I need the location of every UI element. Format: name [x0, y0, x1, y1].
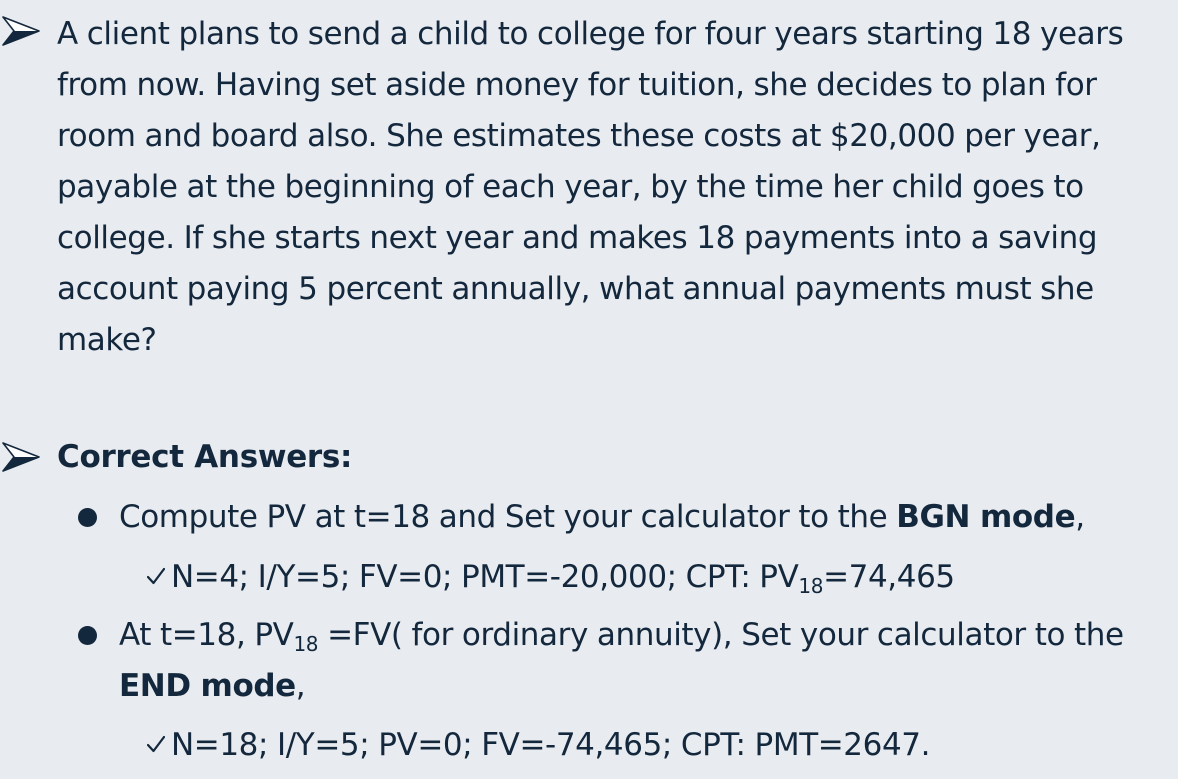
- step2-mode-after: ,: [295, 668, 306, 704]
- step2-calc: [147, 723, 930, 767]
- step2-text-after: =FV( for ordinary annuity), Set your calculator to the: [318, 617, 1124, 653]
- step1-bullet-icon: [78, 508, 97, 527]
- step2-mode-line: [119, 664, 305, 708]
- checkmark-icon: [147, 735, 165, 753]
- step2-text-before: At t=18, PV: [119, 617, 294, 653]
- step1-text-after: ,: [1075, 499, 1085, 535]
- arrowhead-bullet-icon: [2, 16, 40, 46]
- step1-text-before: Compute PV at t=18 and Set your calculator to the: [119, 499, 897, 535]
- arrowhead-bullet-icon: [2, 442, 40, 472]
- checkmark-icon: [147, 567, 165, 585]
- step1-calc: [147, 555, 955, 599]
- step2-mode: END mode: [119, 668, 296, 704]
- step1-mode: BGN mode: [896, 499, 1076, 535]
- step2-text-sub: 18: [293, 632, 319, 656]
- step1-calc-suffix: =74,465: [823, 559, 955, 595]
- step2-text: [119, 613, 1124, 657]
- step1-calc-prefix: N=4; I/Y=5; FV=0; PMT=-20,000; CPT: PV: [171, 559, 799, 595]
- step2-calc-text: N=18; I/Y=5; PV=0; FV=-74,465; CPT: PMT=2647.: [171, 727, 931, 763]
- step1-text: [119, 495, 1085, 539]
- answers-heading: Correct Answers:: [57, 439, 353, 475]
- step2-bullet-icon: [78, 626, 97, 645]
- question-text: A client plans to send a child to college for four years starting 18 years from now. Having set aside money for tuition, she decides to plan for room and board also. She estimates these costs at $20,000 per year, payable at the beginning of each year, by the time her child goes to college. If she starts next year and makes 18 payments into a saving account paying 5 percent annually, what annual payments must she make?: [57, 16, 1124, 358]
- step1-calc-sub: 18: [798, 574, 824, 598]
